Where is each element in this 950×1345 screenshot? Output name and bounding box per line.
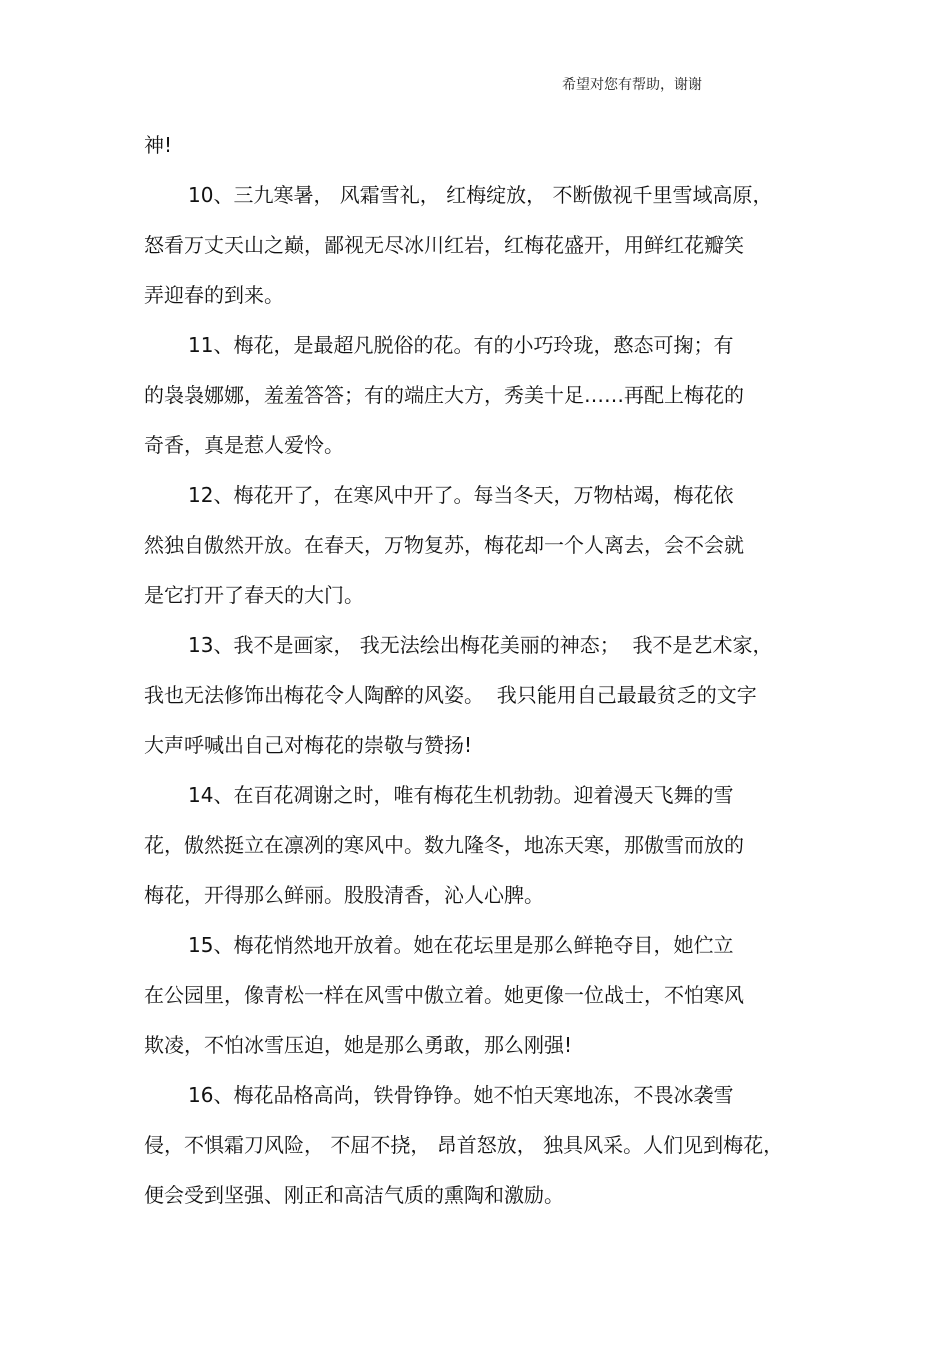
text-line: 在公园里，像青松一样在风雪中傲立着。她更像一位战士，不怕寒风 [144,983,744,1007]
text-line: 便会受到坚强、刚正和高洁气质的熏陶和激励。 [144,1183,564,1207]
paragraph-first-line: 12、梅花开了，在寒风中开了。每当冬天，万物枯竭，梅花依 [188,483,734,507]
paragraph-first-line: 15、梅花悄然地开放着。她在花坛里是那么鲜艳夺目，她伫立 [188,933,734,957]
paragraph-first-line: 13、我不是画家， 我无法绘出梅花美丽的神态； 我不是艺术家， [188,633,773,657]
text-line: 欺凌，不怕冰雪压迫，她是那么勇敢，那么刚强! [144,1033,573,1057]
paragraph-first-line: 10、三九寒暑， 风霜雪礼， 红梅绽放， 不断傲视千里雪域高原， [188,183,773,207]
text-line: 花，傲然挺立在凛冽的寒风中。数九隆冬，地冻天寒，那傲雪而放的 [144,833,744,857]
header-note: 希望对您有帮助，谢谢 [562,77,702,93]
text-line: 奇香，真是惹人爱怜。 [144,433,344,457]
text-line: 神! [144,133,173,157]
text-line: 是它打开了春天的大门。 [144,583,364,607]
paragraph-first-line: 14、在百花凋谢之时，唯有梅花生机勃勃。迎着漫天飞舞的雪 [188,783,734,807]
text-line: 大声呼喊出自己对梅花的崇敬与赞扬! [144,733,473,757]
text-line: 侵，不惧霜刀风险， 不屈不挠， 昂首怒放， 独具风采。人们见到梅花， [144,1133,784,1157]
paragraph-first-line: 11、梅花，是最超凡脱俗的花。有的小巧玲珑，憨态可掬；有 [188,333,734,357]
text-line: 弄迎春的到来。 [144,283,284,307]
text-line: 梅花，开得那么鲜丽。股股清香，沁人心脾。 [144,883,544,907]
text-line: 怒看万丈天山之巅，鄙视无尽冰川红岩，红梅花盛开，用鲜红花瓣笑 [144,233,744,257]
text-line: 的袅袅娜娜，羞羞答答；有的端庄大方，秀美十足……再配上梅花的 [144,383,744,407]
text-line: 我也无法修饰出梅花令人陶醉的风姿。 我只能用自己最最贫乏的文字 [144,683,757,707]
text-line: 然独自傲然开放。在春天，万物复苏，梅花却一个人离去，会不会就 [144,533,744,557]
paragraph-first-line: 16、梅花品格高尚，铁骨铮铮。她不怕天寒地冻，不畏冰袭雪 [188,1083,734,1107]
